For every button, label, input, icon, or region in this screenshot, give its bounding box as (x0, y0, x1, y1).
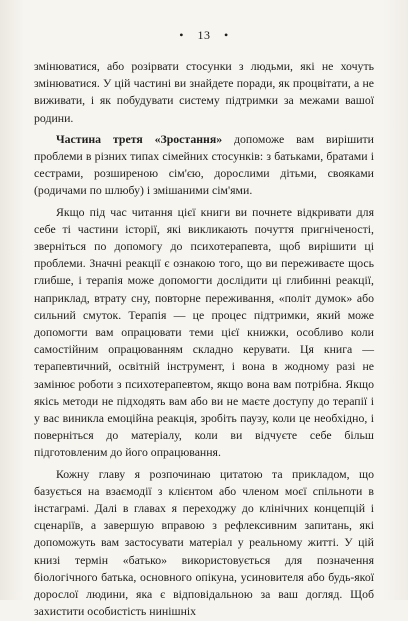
paragraph-2-text: допоможе вам вирішити проблеми в різних типах сімейних стосунків: з батьками, братами і сестрами, розширеною сім'єю, дорослими дітьми, свояками (родичами по шлюбу) і змішаними сім'ями. (34, 131, 374, 198)
page-header (0, 28, 408, 43)
paragraph-4: Кожну главу я розпочинаю цитатою та прикладом, що базується на взаємодії з клієнтом або членом моєї спільноти в інстаграмі. Далі в главах я переходжу до клінічних концепцій і сценаріїв, а завершую вправою з рефлексивним запитань, які допоможуть вам застосувати матеріал у реальному житті. У цій книзі термін «батько» використовується для позначення біологічного батька, основного опікуна, усиновителя або будь-якої дорослої людини, яка є відповідальною за ваш догляд. Щоб захистити особистість нинішніх (34, 466, 374, 619)
paragraph-3: Якщо під час читання цієї книги ви почнете відкривати для себе ті частини історії, які викликають почуття пригніченості, зверніться по допомогу до психотерапевта, щоб вирішити ці проблеми. Значні реакції є ознакою того, що ви переживаєте щось глибше, і терапія може допомогти дослідити ці глибинні реакції, наприклад, втрату сну, повторне переживання, «політ думок» або сильний смуток. Терапія — це процес підтримки, який може допомогти вам опрацювати теми цієї книжки, особливо коли самостійним опрацюванням складно керувати. Ця книга — терапевтичний, освітній інструмент, і вона в жодному разі не замінює роботи з психотерапевтом, якщо вона вам потрібна. Якщо якісь методи не підходять вам або ви не маєте доступу до терапії і у вас виникла емоційна реакція, зробіть паузу, коли це необхідно, і поверніться до матеріалу, коли ви відчуєте себе більш підготовленим до його опрацювання. (34, 204, 374, 460)
header-bullet-left: • (179, 28, 184, 42)
paragraph-2 (34, 131, 374, 200)
body-text (34, 58, 374, 621)
page-number: 13 (197, 28, 211, 42)
header-bullet-right: • (224, 28, 229, 42)
part-three-heading: Частина третя «Зростання» (56, 131, 223, 146)
paragraph-1: змінюватися, або розірвати стосунки з людьми, які не хочуть змінюватися. У цій частині ви знайдете поради, як процвітати, а не виживати, і як побудувати систему підтримки за межами вашої родини. (34, 59, 374, 125)
